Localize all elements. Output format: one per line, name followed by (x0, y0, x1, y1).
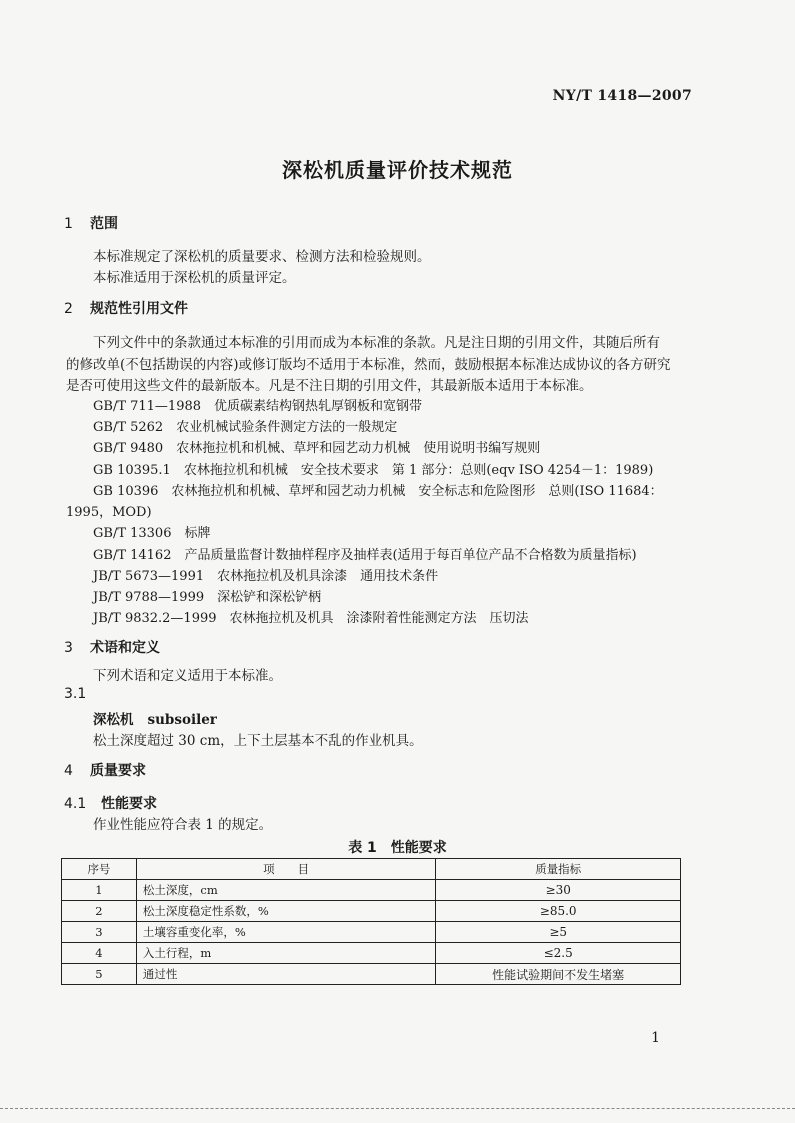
terms-intro: 下列术语和定义适用于本标准。 (93, 668, 282, 684)
table-row (62, 922, 681, 943)
table-reference-text: 作业性能应符合表 1 的规定。 (93, 817, 273, 833)
table-cell-item: 入土行程，m (136, 943, 435, 964)
section-number: 2 (64, 301, 73, 317)
standard-code: NY/T 1418—2007 (552, 88, 692, 104)
section-number: 3 (64, 640, 73, 656)
section-title: 术语和定义 (90, 640, 160, 656)
ref-item: GB/T 13306 标牌 (93, 526, 211, 541)
ref-item: GB/T 14162 产品质量监督计数抽样程序及抽样表(适用于每百单位产品不合格数为质量指标) (93, 548, 637, 563)
ref-item: JB/T 9832.2—1999 农林拖拉机及机具 涂漆附着性能测定方法 压切法 (93, 611, 529, 626)
document-title: 深松机质量评价技术规范 (282, 158, 513, 182)
term-chinese: 深松机 (93, 712, 134, 728)
ref-item: JB/T 5673—1991 农林拖拉机及机具涂漆 通用技术条件 (93, 569, 439, 584)
table-cell-item: 通过性 (136, 964, 435, 985)
intro-line-1: 下列文件中的条款通过本标准的引用而成为本标准的条款。凡是注日期的引用文件，其随后所有 (93, 335, 660, 351)
section-title: 质量要求 (90, 763, 146, 779)
subsection-number: 4.1 (64, 796, 87, 812)
section-title: 规范性引用文件 (90, 301, 188, 317)
table-cell-value: ≥5 (436, 922, 681, 943)
section-1-heading (64, 213, 118, 233)
defined-term (93, 708, 217, 728)
table-header-row (62, 859, 681, 880)
table-cell-index: 2 (62, 901, 137, 922)
ref-item-continuation: 1995，MOD) (66, 505, 152, 520)
subsection-title: 性能要求 (101, 796, 157, 812)
header-cell: 项 目 (136, 859, 435, 880)
ref-item: GB 10396 农林拖拉机和机械、草坪和园艺动力机械 安全标志和危险图形 总则(ISO 11684： (93, 484, 663, 499)
section-number: 4 (64, 763, 73, 779)
ref-item: GB/T 9480 农林拖拉机和机械、草坪和园艺动力机械 使用说明书编写规则 (93, 441, 541, 456)
section-title: 范围 (90, 216, 118, 232)
ref-item: GB 10395.1 农林拖拉机和机械 安全技术要求 第 1 部分：总则(eqv ISO 4254－1：1989) (93, 463, 654, 478)
section-4-heading (64, 760, 146, 780)
term-definition: 松土深度超过 30 cm，上下土层基本不乱的作业机具。 (93, 733, 423, 749)
table-cell-item: 松土深度稳定性系数，% (136, 901, 435, 922)
table-cell-item: 松土深度，cm (136, 880, 435, 901)
intro-line-3: 是否可使用这些文件的最新版本。凡是不注日期的引用文件，其最新版本适用于本标准。 (66, 378, 593, 394)
performance-table (61, 858, 681, 985)
ref-item: GB/T 5262 农业机械试验条件测定方法的一般规定 (93, 420, 398, 435)
table-cell-item: 土壤容重变化率，% (136, 922, 435, 943)
table-cell-index: 5 (62, 964, 137, 985)
subsection-3-1-number: 3.1 (64, 686, 87, 702)
table-row (62, 943, 681, 964)
table-row (62, 901, 681, 922)
intro-line-2: 的修改单(不包括勘误的内容)或修订版均不适用于本标准，然而，鼓励根据本标准达成协议的各方研究 (66, 357, 671, 373)
scan-edge-line (0, 1108, 795, 1109)
section-2-heading (64, 298, 188, 318)
scope-paragraph-2: 本标准适用于深松机的质量评定。 (93, 270, 296, 286)
table-cell-value: 性能试验期间不发生堵塞 (436, 964, 681, 985)
term-english: subsoiler (147, 712, 217, 728)
ref-item: JB/T 9788—1999 深松铲和深松铲柄 (93, 590, 322, 605)
header-cell: 质量指标 (436, 859, 681, 880)
subsection-4-1-heading (64, 793, 157, 813)
section-3-heading (64, 637, 160, 657)
header-cell: 序号 (62, 859, 137, 880)
table-cell-index: 3 (62, 922, 137, 943)
scope-paragraph-1: 本标准规定了深松机的质量要求、检测方法和检验规则。 (93, 249, 431, 265)
section-number: 1 (64, 216, 73, 232)
table-cell-value: ≥85.0 (436, 901, 681, 922)
table-caption: 表 1 性能要求 (348, 840, 447, 856)
ref-item: GB/T 711—1988 优质碳素结构钢热轧厚钢板和宽钢带 (93, 399, 423, 414)
table-row (62, 880, 681, 901)
table-cell-value: ≥30 (436, 880, 681, 901)
table-cell-index: 1 (62, 880, 137, 901)
table-row (62, 964, 681, 985)
table-cell-index: 4 (62, 943, 137, 964)
page-number: 1 (651, 1030, 660, 1046)
table-cell-value: ≤2.5 (436, 943, 681, 964)
